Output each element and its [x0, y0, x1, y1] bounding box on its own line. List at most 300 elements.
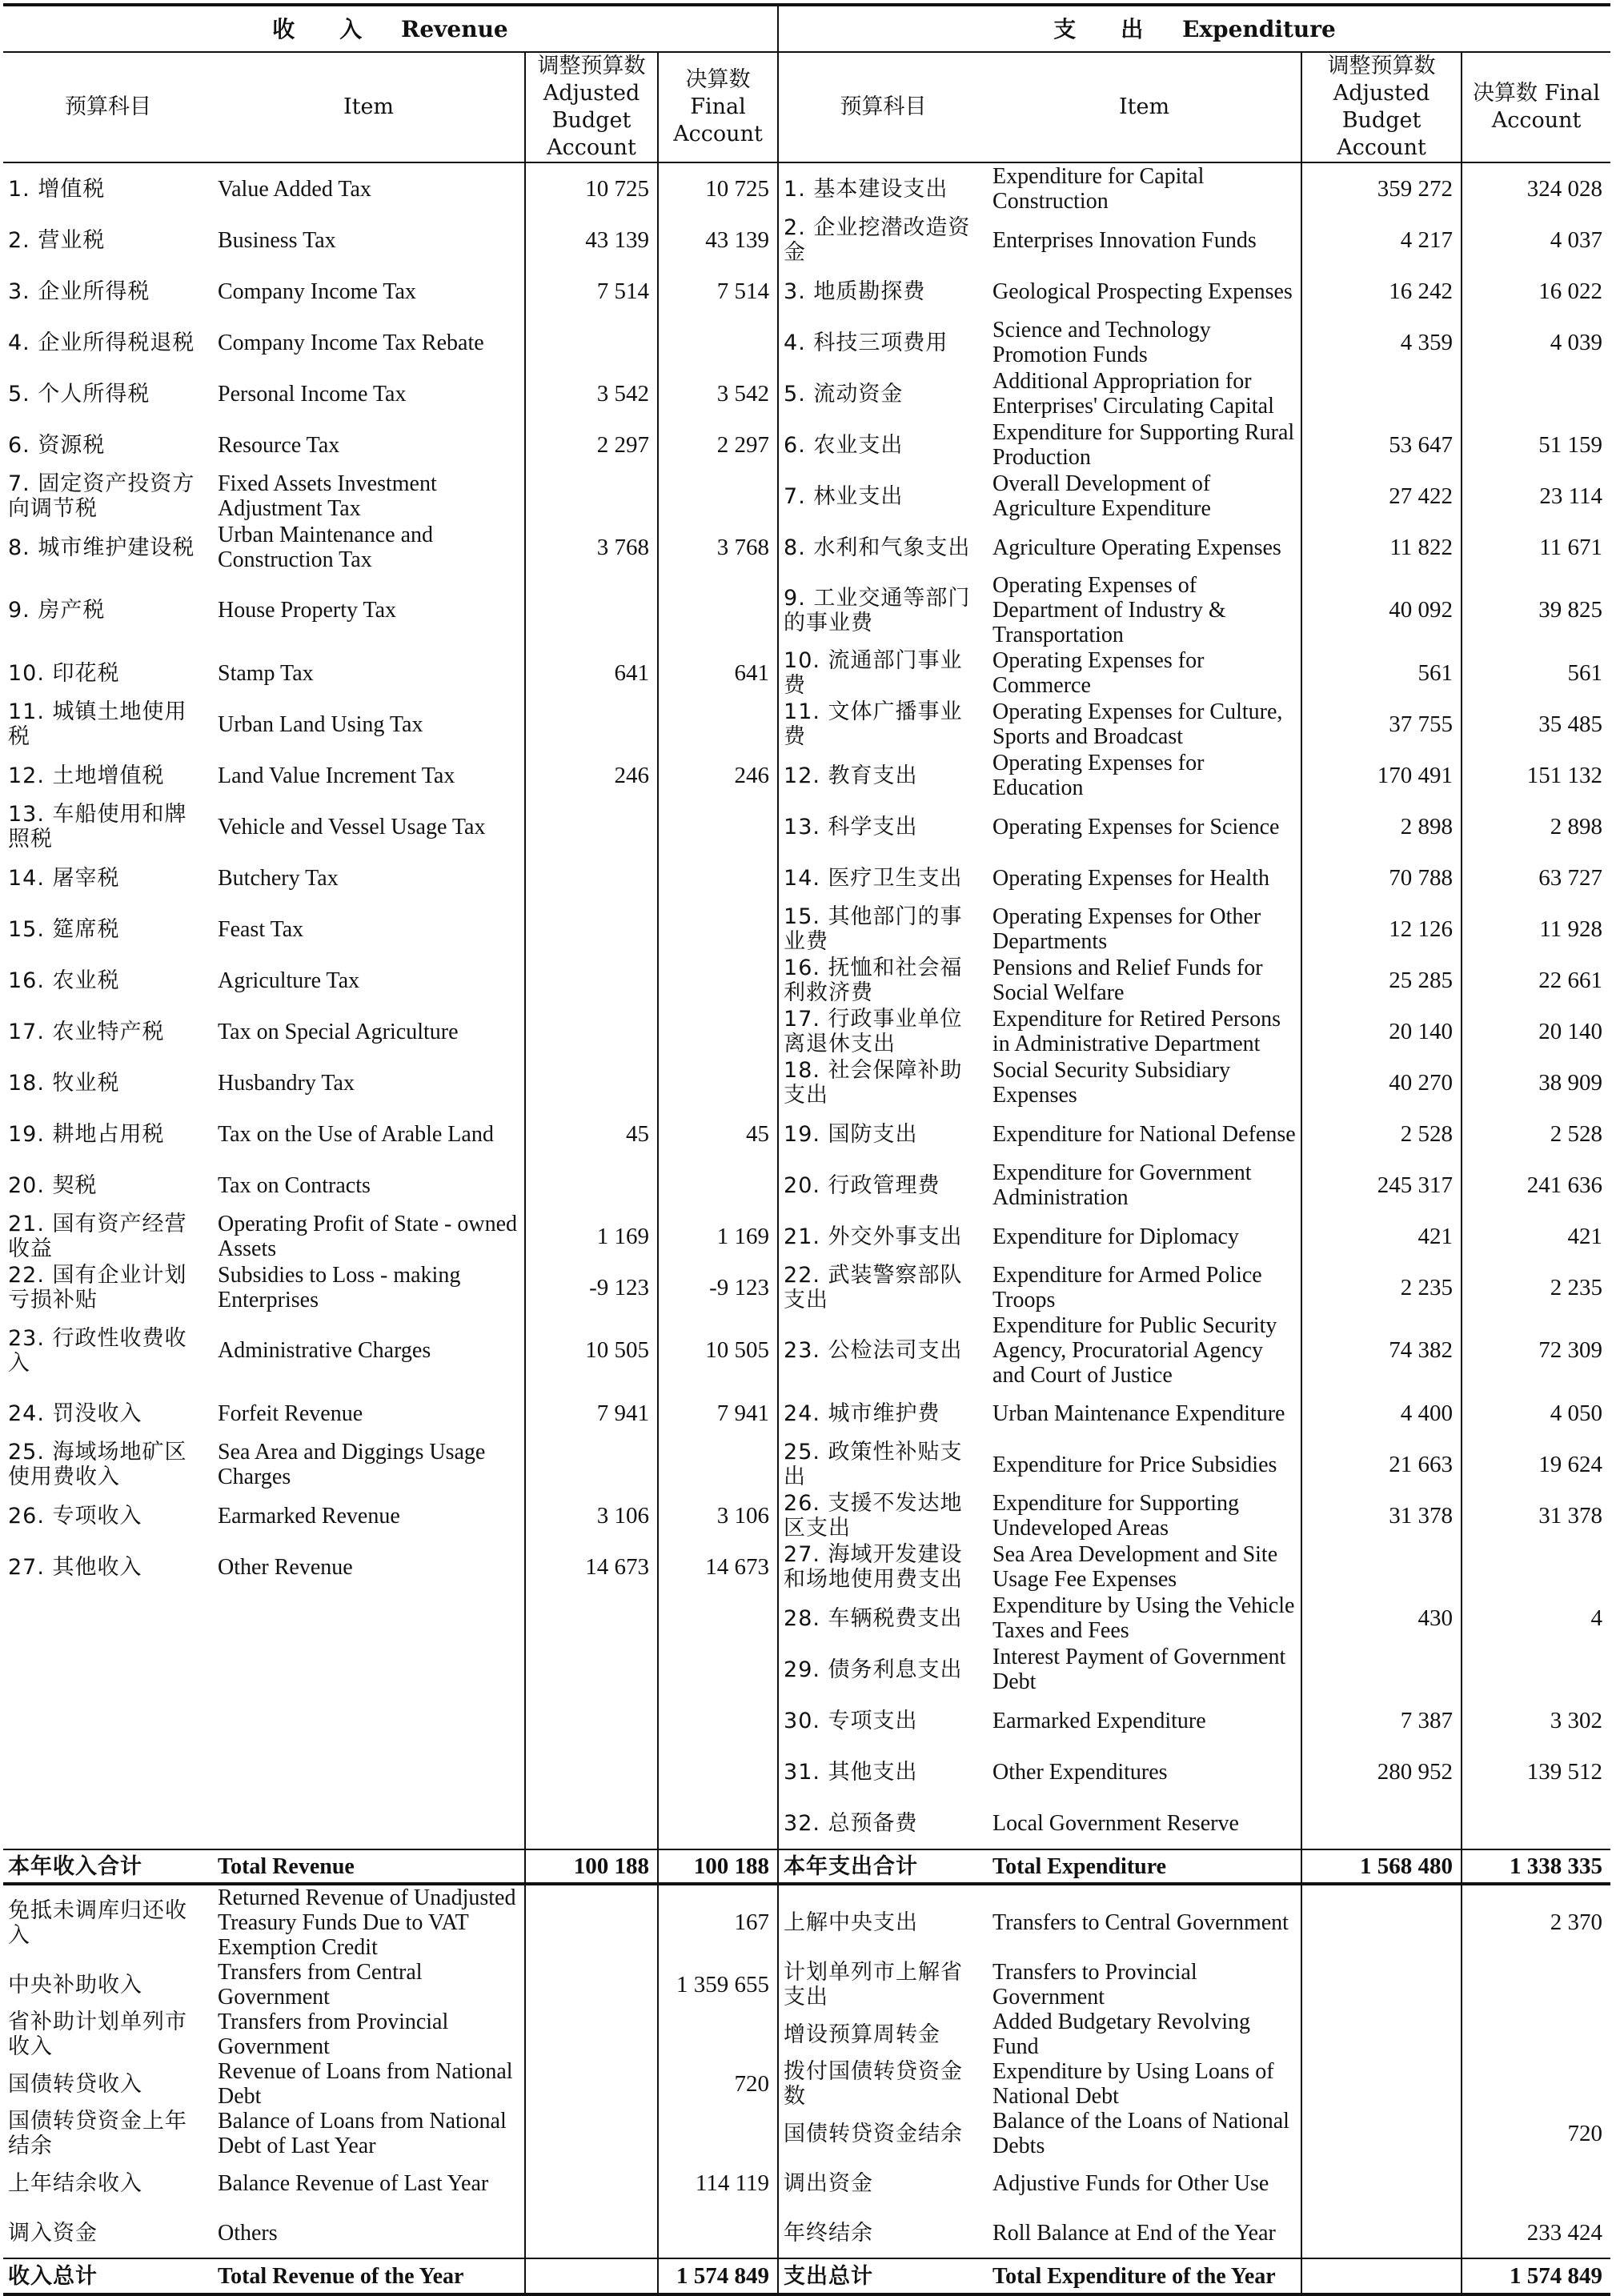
revenue-subject: 5. 个人所得税 [8, 381, 150, 407]
transfer-expenditure-subject: 国债转贷资金结余 [784, 2121, 964, 2146]
grand-revenue-adjusted [525, 2258, 658, 2294]
revenue-item [213, 1797, 525, 1849]
revenue-final [658, 317, 778, 368]
transfer-expenditure-subject: 年终结余 [784, 2220, 874, 2246]
transfer-expenditure-final: 2 370 [1550, 1909, 1603, 1935]
revenue-item: Fixed Assets Investment Adjustment Tax [213, 471, 525, 522]
transfer-revenue-final: 1 359 655 [658, 1960, 778, 2010]
expenditure-section-title [778, 5, 1610, 52]
table-row [3, 573, 1610, 647]
revenue-final [658, 1439, 778, 1490]
revenue-adjusted [525, 1593, 658, 1644]
expenditure-item: Expenditure for Public Security Agency, Procuratorial Agency and Court of Justice [988, 1313, 1301, 1388]
revenue-subject: 12. 土地增值税 [8, 763, 165, 788]
table-row [3, 904, 1610, 955]
expenditure-final: 4 [1590, 1605, 1603, 1631]
grand-total-section [3, 2258, 1610, 2294]
expenditure-final: 51 159 [1538, 431, 1603, 458]
revenue-item: Tax on the Use of Arable Land [213, 1108, 525, 1160]
transfer-revenue-item: Balance of Loans from National Debt of Last Year [213, 2109, 525, 2158]
expenditure-final: 561 [1567, 659, 1603, 686]
transfer-expenditure-item: Balance of the Loans of National Debts [988, 2109, 1301, 2158]
transfers-section [3, 1884, 1610, 2258]
revenue-adjusted: 7 514 [525, 266, 658, 317]
expenditure-subject: 4. 科技三项费用 [784, 330, 948, 355]
revenue-subject: 9. 房产税 [8, 598, 106, 623]
revenue-subject: 11. 城镇土地使用税 [8, 699, 187, 749]
revenue-subject [3, 1746, 213, 1797]
expenditure-adjusted: 40 092 [1301, 573, 1462, 647]
revenue-adjusted [525, 1439, 658, 1490]
revenue-adjusted: 3 106 [525, 1490, 658, 1541]
table-row [3, 1388, 1610, 1439]
col-adjusted-revenue: 调整预算数 Adjusted Budget Account [525, 52, 658, 162]
expenditure-adjusted: 40 270 [1301, 1057, 1462, 1108]
transfer-expenditure-final [1462, 2010, 1610, 2059]
expenditure-subject: 10. 流通部门事业费 [784, 648, 963, 698]
table-row [3, 1593, 1610, 1644]
revenue-final: 3 542 [658, 368, 778, 419]
revenue-item: Agriculture Tax [213, 955, 525, 1006]
expenditure-item: Interest Payment of Government Debt [988, 1644, 1301, 1695]
revenue-adjusted [525, 317, 658, 368]
transfer-expenditure-adjusted [1301, 1884, 1462, 1960]
grand-expenditure-en: Total Expenditure of the Year [988, 2258, 1301, 2294]
transfer-expenditure-final [1462, 1960, 1610, 2010]
transfer-expenditure-subject: 计划单列市上解省支出 [784, 1960, 964, 2010]
transfer-revenue-item: Others [213, 2208, 525, 2258]
table-row [3, 1797, 1610, 1849]
expenditure-item: Operating Expenses for Health [988, 852, 1301, 904]
table-row [3, 1211, 1610, 1262]
expenditure-subject: 15. 其他部门的事业费 [784, 904, 963, 954]
revenue-subject: 16. 农业税 [8, 968, 120, 993]
col-item-expenditure: Item [988, 52, 1301, 162]
expenditure-final: 3 302 [1550, 1707, 1603, 1733]
transfer-expenditure-adjusted [1301, 1960, 1462, 2010]
revenue-final [658, 1057, 778, 1108]
revenue-final: 7 941 [658, 1388, 778, 1439]
col-final-revenue: 决算数 Final Account [658, 52, 778, 162]
expenditure-item: Operating Expenses for Commerce [988, 647, 1301, 699]
transfer-revenue-final: 720 [658, 2059, 778, 2109]
expenditure-final: 38 909 [1538, 1069, 1603, 1096]
transfer-expenditure-subject: 调出资金 [784, 2170, 874, 2196]
revenue-item [213, 1695, 525, 1746]
revenue-subject: 8. 城市维护建设税 [8, 535, 195, 560]
expenditure-item: Expenditure for Retired Persons in Administrative Department [988, 1006, 1301, 1057]
revenue-item [213, 1644, 525, 1695]
revenue-adjusted [525, 904, 658, 955]
expenditure-final: 16 022 [1538, 278, 1603, 304]
expenditure-subject: 16. 抚恤和社会福利救济费 [784, 956, 963, 1005]
revenue-subject [3, 1593, 213, 1644]
expenditure-final: 4 050 [1550, 1400, 1603, 1426]
table-row [3, 955, 1610, 1006]
expenditure-item: Expenditure for Government Administration [988, 1160, 1301, 1211]
transfer-expenditure-subject: 拨付国债转贷资金数 [784, 2059, 964, 2109]
revenue-adjusted [525, 955, 658, 1006]
revenue-adjusted: 10 725 [525, 162, 658, 214]
revenue-item: Operating Profit of State - owned Assets [213, 1211, 525, 1262]
expenditure-subject: 23. 公检法司支出 [784, 1338, 963, 1363]
transfer-revenue-subject: 中央补助收入 [8, 1972, 142, 1997]
revenue-final [658, 852, 778, 904]
expenditure-item: Earmarked Expenditure [988, 1695, 1301, 1746]
transfer-revenue-subject: 省补助计划单列市收入 [8, 2010, 187, 2059]
expenditure-final [1462, 368, 1610, 419]
table-row [3, 214, 1610, 266]
table-row [3, 162, 1610, 214]
col-subject-expenditure: 预算科目 [778, 52, 988, 162]
revenue-item: Husbandry Tax [213, 1057, 525, 1108]
transfer-expenditure-subject: 上解中央支出 [784, 1910, 919, 1935]
expenditure-item: Urban Maintenance Expenditure [988, 1388, 1301, 1439]
transfer-expenditure-item: Transfers to Central Government [988, 1884, 1301, 1960]
revenue-subject: 3. 企业所得税 [8, 278, 150, 304]
expenditure-item: Expenditure for Price Subsidies [988, 1439, 1301, 1490]
revenue-section-title [3, 5, 778, 52]
expenditure-subject: 22. 武装警察部队支出 [784, 1263, 963, 1312]
expenditure-item: Expenditure for Armed Police Troops [988, 1262, 1301, 1313]
total-expenditure-final: 1 338 335 [1462, 1849, 1610, 1884]
expenditure-subject: 2. 企业挖潜改造资金 [784, 215, 971, 265]
col-adjusted-expenditure: 调整预算数 Adjusted Budget Account [1301, 52, 1462, 162]
revenue-adjusted [525, 699, 658, 750]
transfer-revenue-item: Balance Revenue of Last Year [213, 2158, 525, 2208]
transfer-row [3, 2158, 1610, 2208]
revenue-subject: 24. 罚没收入 [8, 1400, 142, 1426]
revenue-subject [3, 1797, 213, 1849]
expenditure-item: Other Expenditures [988, 1746, 1301, 1797]
revenue-subject: 14. 屠宰税 [8, 865, 120, 891]
expenditure-adjusted: 11 822 [1301, 522, 1462, 573]
transfer-revenue-item: Returned Revenue of Unadjusted Treasury Funds Due to VAT Exemption Credit [213, 1884, 525, 1960]
revenue-item: Other Revenue [213, 1541, 525, 1593]
revenue-adjusted: -9 123 [525, 1262, 658, 1313]
expenditure-final: 2 528 [1550, 1120, 1603, 1147]
expenditure-item: Expenditure for Supporting Undeveloped Areas [988, 1490, 1301, 1541]
expenditure-item: Operating Expenses for Other Departments [988, 904, 1301, 955]
revenue-item: Company Income Tax [213, 266, 525, 317]
expenditure-final: 63 727 [1538, 864, 1603, 891]
expenditure-final: 4 039 [1550, 329, 1603, 355]
revenue-final [658, 1593, 778, 1644]
expenditure-item: Expenditure for Diplomacy [988, 1211, 1301, 1262]
expenditure-adjusted: 4 217 [1301, 214, 1462, 266]
expenditure-adjusted: 2 528 [1301, 1108, 1462, 1160]
table-row [3, 1695, 1610, 1746]
transfer-revenue-item: Transfers from Provincial Government [213, 2010, 525, 2059]
revenue-subject: 17. 农业特产税 [8, 1019, 165, 1044]
grand-total-row [3, 2258, 1610, 2294]
transfer-expenditure-adjusted [1301, 2010, 1462, 2059]
transfer-revenue-subject: 国债转贷资金上年结余 [8, 2109, 187, 2158]
transfer-revenue-item: Revenue of Loans from National Debt [213, 2059, 525, 2109]
total-revenue-adjusted: 100 188 [525, 1849, 658, 1884]
expenditure-subject: 31. 其他支出 [784, 1759, 918, 1785]
revenue-adjusted: 3 542 [525, 368, 658, 419]
grand-revenue-final: 1 574 849 [658, 2258, 778, 2294]
table-row [3, 1644, 1610, 1695]
expenditure-item: Geological Prospecting Expenses [988, 266, 1301, 317]
revenue-final: 3 768 [658, 522, 778, 573]
expenditure-final: 20 140 [1538, 1018, 1603, 1044]
revenue-item: Urban Maintenance and Construction Tax [213, 522, 525, 573]
revenue-item: Urban Land Using Tax [213, 699, 525, 750]
revenue-item: Company Income Tax Rebate [213, 317, 525, 368]
transfer-revenue-final [658, 2208, 778, 2258]
revenue-adjusted [525, 852, 658, 904]
expenditure-adjusted: 280 952 [1301, 1746, 1462, 1797]
expenditure-final: 151 132 [1526, 762, 1603, 788]
expenditure-adjusted: 27 422 [1301, 471, 1462, 522]
expenditure-final: 2 235 [1550, 1274, 1603, 1300]
revenue-zh: 收 入 [272, 15, 363, 42]
revenue-final [658, 1695, 778, 1746]
revenue-adjusted: 14 673 [525, 1541, 658, 1593]
table-row [3, 471, 1610, 522]
expenditure-final [1462, 1541, 1610, 1593]
table-row [3, 1160, 1610, 1211]
revenue-item: Tax on Special Agriculture [213, 1006, 525, 1057]
transfer-revenue-final: 114 119 [658, 2158, 778, 2208]
table-row [3, 1108, 1610, 1160]
revenue-final: -9 123 [658, 1262, 778, 1313]
transfer-expenditure-final [1462, 2059, 1610, 2109]
revenue-final [658, 904, 778, 955]
budget-table [3, 3, 1610, 2296]
total-row [3, 1849, 1610, 1884]
revenue-final [658, 699, 778, 750]
revenue-subject: 27. 其他收入 [8, 1554, 142, 1580]
expenditure-adjusted [1301, 1541, 1462, 1593]
expenditure-final [1462, 1797, 1610, 1849]
transfer-expenditure-adjusted [1301, 2208, 1462, 2258]
revenue-adjusted: 246 [525, 750, 658, 801]
revenue-adjusted [525, 1746, 658, 1797]
expenditure-final: 31 378 [1538, 1502, 1603, 1529]
column-header-row [3, 52, 1610, 162]
transfer-row [3, 2109, 1610, 2158]
expenditure-adjusted: 70 788 [1301, 852, 1462, 904]
expenditure-adjusted: 37 755 [1301, 699, 1462, 750]
revenue-final [658, 1006, 778, 1057]
transfer-row [3, 1884, 1610, 1960]
budget-body [3, 162, 1610, 1849]
revenue-subject: 15. 筵席税 [8, 916, 120, 942]
revenue-item: Resource Tax [213, 419, 525, 471]
grand-expenditure-adjusted [1301, 2258, 1462, 2294]
col-subject-revenue: 预算科目 [3, 52, 213, 162]
transfer-expenditure-item: Added Budgetary Revolving Fund [988, 2010, 1301, 2059]
expenditure-item: Enterprises Innovation Funds [988, 214, 1301, 266]
total-expenditure-adjusted: 1 568 480 [1301, 1849, 1462, 1884]
revenue-final [658, 573, 778, 647]
table-row [3, 1262, 1610, 1313]
expenditure-subject: 17. 行政事业单位离退休支出 [784, 1007, 963, 1056]
expenditure-subject: 5. 流动资金 [784, 381, 904, 407]
revenue-final: 14 673 [658, 1541, 778, 1593]
revenue-final: 45 [658, 1108, 778, 1160]
grand-revenue-en: Total Revenue of the Year [213, 2258, 525, 2294]
expenditure-subject: 19. 国防支出 [784, 1121, 918, 1147]
revenue-final [658, 801, 778, 852]
expenditure-subject: 27. 海域开发建设和场地使用费支出 [784, 1542, 964, 1592]
transfer-revenue-subject: 上年结余收入 [8, 2170, 142, 2196]
revenue-adjusted [525, 1644, 658, 1695]
revenue-adjusted [525, 471, 658, 522]
revenue-subject [3, 1644, 213, 1695]
section-header-row [3, 5, 1610, 52]
revenue-subject: 4. 企业所得税退税 [8, 330, 195, 355]
transfer-expenditure-final [1462, 2158, 1610, 2208]
expenditure-subject: 1. 基本建设支出 [784, 176, 948, 202]
table-row [3, 1541, 1610, 1593]
grand-expenditure-final: 1 574 849 [1462, 2258, 1610, 2294]
revenue-subject: 10. 印花税 [8, 660, 120, 686]
expenditure-final: 4 037 [1550, 226, 1603, 253]
table-row [3, 852, 1610, 904]
revenue-adjusted: 641 [525, 647, 658, 699]
transfer-revenue-adjusted [525, 2158, 658, 2208]
expenditure-subject: 11. 文体广播事业费 [784, 699, 963, 749]
revenue-final: 10 505 [658, 1313, 778, 1388]
expenditure-subject: 20. 行政管理费 [784, 1172, 940, 1198]
grand-revenue-zh: 收入总计 [3, 2258, 213, 2294]
col-final-expenditure: 决算数 Final Account [1462, 52, 1610, 162]
revenue-adjusted [525, 1695, 658, 1746]
table-row [3, 750, 1610, 801]
expenditure-final: 2 898 [1550, 813, 1603, 839]
expenditure-adjusted: 2 235 [1301, 1262, 1462, 1313]
transfer-row [3, 2059, 1610, 2109]
expenditure-adjusted: 4 400 [1301, 1388, 1462, 1439]
expenditure-adjusted: 16 242 [1301, 266, 1462, 317]
table-row [3, 266, 1610, 317]
expenditure-final: 241 636 [1526, 1172, 1603, 1198]
revenue-final: 7 514 [658, 266, 778, 317]
revenue-item: Forfeit Revenue [213, 1388, 525, 1439]
revenue-item: Personal Income Tax [213, 368, 525, 419]
col-item-revenue: Item [213, 52, 525, 162]
revenue-final [658, 1160, 778, 1211]
expenditure-adjusted: 7 387 [1301, 1695, 1462, 1746]
revenue-final: 641 [658, 647, 778, 699]
expenditure-adjusted: 53 647 [1301, 419, 1462, 471]
expenditure-final: 22 661 [1538, 967, 1603, 993]
expenditure-item: Local Government Reserve [988, 1797, 1301, 1849]
revenue-final: 3 106 [658, 1490, 778, 1541]
revenue-final [658, 1797, 778, 1849]
revenue-subject: 1. 增值税 [8, 176, 106, 202]
expenditure-item: Expenditure for Supporting Rural Production [988, 419, 1301, 471]
revenue-adjusted: 10 505 [525, 1313, 658, 1388]
transfer-revenue-adjusted [525, 2208, 658, 2258]
expenditure-adjusted [1301, 368, 1462, 419]
transfer-revenue-final [658, 2109, 778, 2158]
expenditure-subject: 25. 政策性补贴支出 [784, 1440, 963, 1489]
revenue-subject: 2. 营业税 [8, 227, 106, 253]
revenue-subject: 19. 耕地占用税 [8, 1121, 165, 1147]
transfer-revenue-adjusted [525, 2010, 658, 2059]
expenditure-item: Operating Expenses for Education [988, 750, 1301, 801]
expenditure-zh: 支 出 [1053, 15, 1144, 42]
revenue-item: Value Added Tax [213, 162, 525, 214]
expenditure-subject: 6. 农业支出 [784, 432, 904, 458]
transfer-revenue-adjusted [525, 1960, 658, 2010]
revenue-adjusted: 3 768 [525, 522, 658, 573]
transfer-expenditure-adjusted [1301, 2158, 1462, 2208]
expenditure-subject: 8. 水利和气象支出 [784, 535, 971, 560]
expenditure-item: Expenditure by Using the Vehicle Taxes and Fees [988, 1593, 1301, 1644]
expenditure-adjusted: 12 126 [1301, 904, 1462, 955]
table-row [3, 647, 1610, 699]
transfer-expenditure-item: Expenditure by Using Loans of National Debt [988, 2059, 1301, 2109]
revenue-adjusted [525, 1160, 658, 1211]
total-revenue-final: 100 188 [658, 1849, 778, 1884]
expenditure-subject: 9. 工业交通等部门的事业费 [784, 585, 971, 635]
revenue-item [213, 1746, 525, 1797]
revenue-final [658, 1746, 778, 1797]
revenue-item: Earmarked Revenue [213, 1490, 525, 1541]
expenditure-item: Overall Development of Agriculture Expenditure [988, 471, 1301, 522]
revenue-final: 1 169 [658, 1211, 778, 1262]
transfer-revenue-final [658, 2010, 778, 2059]
revenue-subject: 20. 契税 [8, 1172, 98, 1198]
revenue-item: Tax on Contracts [213, 1160, 525, 1211]
revenue-subject: 25. 海域场地矿区使用费收入 [8, 1440, 187, 1489]
revenue-final: 246 [658, 750, 778, 801]
revenue-final: 10 725 [658, 162, 778, 214]
expenditure-subject: 12. 教育支出 [784, 763, 918, 788]
expenditure-item: Additional Appropriation for Enterprises' Circulating Capital [988, 368, 1301, 419]
revenue-subject: 23. 行政性收费收入 [8, 1325, 187, 1376]
revenue-final [658, 955, 778, 1006]
table-row [3, 699, 1610, 750]
expenditure-adjusted: 170 491 [1301, 750, 1462, 801]
expenditure-adjusted: 359 272 [1301, 162, 1462, 214]
expenditure-item: Sea Area Development and Site Usage Fee Expenses [988, 1541, 1301, 1593]
revenue-subject: 22. 国有企业计划亏损补贴 [8, 1263, 187, 1312]
table-row [3, 317, 1610, 368]
expenditure-adjusted: 4 359 [1301, 317, 1462, 368]
revenue-item: Administrative Charges [213, 1313, 525, 1388]
expenditure-subject: 24. 城市维护费 [784, 1400, 940, 1426]
expenditure-final: 35 485 [1538, 711, 1603, 737]
expenditure-item: Science and Technology Promotion Funds [988, 317, 1301, 368]
expenditure-subject: 13. 科学支出 [784, 814, 918, 839]
expenditure-subject: 26. 支援不发达地区支出 [784, 1491, 963, 1541]
transfer-revenue-subject: 调入资金 [8, 2220, 98, 2246]
revenue-adjusted: 7 941 [525, 1388, 658, 1439]
table-row [3, 522, 1610, 573]
totals-section [3, 1849, 1610, 1884]
expenditure-final: 421 [1567, 1223, 1603, 1249]
revenue-final [658, 471, 778, 522]
expenditure-item: Social Security Subsidiary Expenses [988, 1057, 1301, 1108]
revenue-item: Business Tax [213, 214, 525, 266]
expenditure-adjusted [1301, 1797, 1462, 1849]
table-row [3, 1746, 1610, 1797]
expenditure-final: 19 624 [1538, 1451, 1603, 1477]
expenditure-final: 23 114 [1539, 483, 1603, 509]
table-row [3, 1439, 1610, 1490]
expenditure-adjusted: 31 378 [1301, 1490, 1462, 1541]
expenditure-adjusted: 20 140 [1301, 1006, 1462, 1057]
expenditure-adjusted: 430 [1301, 1593, 1462, 1644]
revenue-adjusted [525, 801, 658, 852]
